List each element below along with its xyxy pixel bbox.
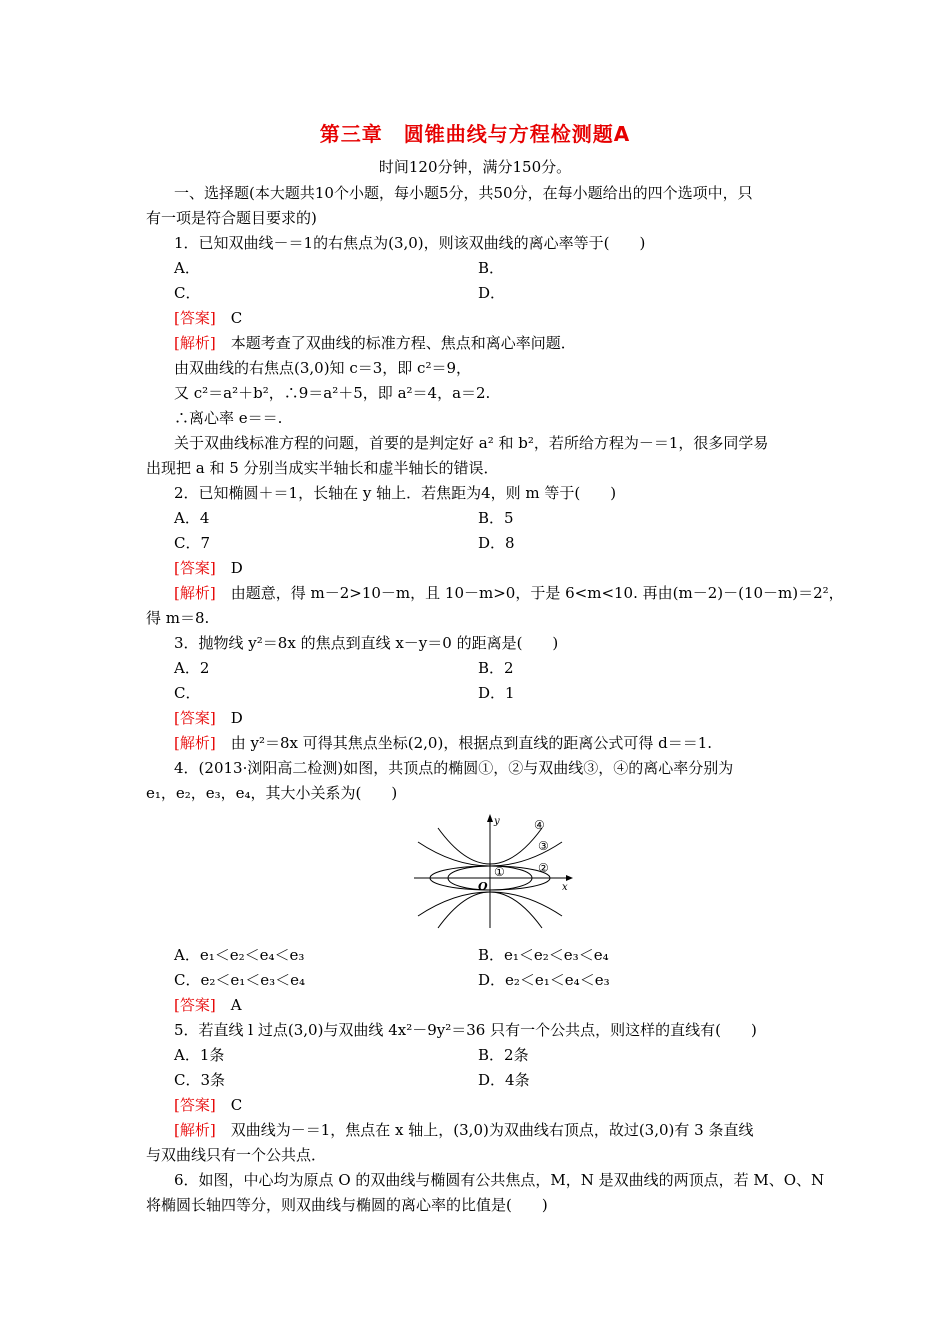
q3-option-a: A．2 xyxy=(174,659,210,677)
q1-analysis-1: 本题考查了双曲线的标准方程、焦点和离心率问题． xyxy=(230,334,576,352)
q3-analysis-1: 由 y²＝8x 可得其焦点坐标(2,0)，根据点到直线的距离公式可得 d＝＝1. xyxy=(230,734,713,752)
answer-tag: [答案] xyxy=(174,996,216,1014)
conic-figure xyxy=(410,812,580,932)
x-axis-arrow xyxy=(566,875,573,881)
q5-analysis-2: 与双曲线只有一个公共点． xyxy=(146,1146,327,1164)
y-axis-label: y xyxy=(494,816,500,827)
page-title: 第三章 圆锥曲线与方程检测题A xyxy=(319,122,631,146)
answer-tag: [答案] xyxy=(174,559,216,577)
q5-analysis-row xyxy=(174,1120,753,1140)
q2-option-d: D．8 xyxy=(478,534,515,552)
q1-answer: C xyxy=(230,309,243,327)
q5-answer-row xyxy=(174,1095,242,1115)
q1-option-b: B． xyxy=(478,259,505,277)
q1-option-a: A． xyxy=(174,259,200,277)
q2-option-b: B．5 xyxy=(478,509,514,527)
page-subtitle: 时间120分钟，满分150分。 xyxy=(378,158,572,176)
q1-answer-row xyxy=(174,308,242,328)
q3-option-d: D．1 xyxy=(478,684,515,702)
curve-label-4: ④ xyxy=(534,818,545,832)
q4-answer: A xyxy=(230,996,242,1014)
q2-option-c: C．7 xyxy=(174,534,211,552)
analysis-tag: [解析] xyxy=(174,734,216,752)
q5-option-d: D．4条 xyxy=(478,1071,530,1089)
analysis-tag: [解析] xyxy=(174,1121,216,1139)
x-axis-label: x xyxy=(562,882,568,893)
q5-analysis-1: 双曲线为－＝1，焦点在 x 轴上，(3,0)为双曲线右顶点，故过(3,0)有 3 条直线 xyxy=(230,1121,754,1139)
q3-answer: D xyxy=(230,709,243,727)
q5-answer: C xyxy=(230,1096,243,1114)
q5-stem: 5．若直线 l 过点(3,0)与双曲线 4x²－9y²＝36 只有一个公共点，则这样的直线有( ) xyxy=(174,1021,757,1039)
q4-stem-2: e₁，e₂，e₃，e₄，其大小关系为( ) xyxy=(146,784,398,802)
q4-option-d: D．e₂＜e₁＜e₄＜e₃ xyxy=(478,971,610,989)
q6-stem-2: 将椭圆长轴四等分，则双曲线与椭圆的离心率的比值是( ) xyxy=(146,1196,548,1214)
q2-stem: 2．已知椭圆＋＝1，长轴在 y 轴上．若焦距为4，则 m 等于( ) xyxy=(174,484,617,502)
q1-note-1: 关于双曲线标准方程的问题，首要的是判定好 a² 和 b²，若所给方程为－＝1，很多同学易 xyxy=(174,434,769,452)
q4-answer-row xyxy=(174,995,242,1015)
q4-option-a: A．e₁＜e₂＜e₄＜e₃ xyxy=(174,946,305,964)
q3-option-b: B．2 xyxy=(478,659,514,677)
q1-option-d: D． xyxy=(478,284,506,302)
section-heading-line1: 一、选择题(本大题共10个小题，每小题5分，共50分，在每小题给出的四个选项中，只 xyxy=(174,184,753,202)
curve-label-2: ② xyxy=(538,861,549,875)
q3-answer-row xyxy=(174,708,243,728)
q1-analysis-2: 由双曲线的右焦点(3,0)知 c＝3，即 c²＝9， xyxy=(174,359,471,377)
q2-answer: D xyxy=(230,559,243,577)
q2-analysis-2: 得 m＝8. xyxy=(146,609,210,627)
q3-stem: 3．抛物线 y²＝8x 的焦点到直线 x－y＝0 的距离是( ) xyxy=(174,634,559,652)
q1-analysis-row xyxy=(174,333,576,353)
q1-note-2: 出现把 a 和 5 分别当成实半轴长和虚半轴长的错误． xyxy=(146,459,499,477)
q2-analysis-1: 由题意，得 m－2>10－m，且 10－m>0，于是 6<m<10. 再由(m－2)－(10－m)＝2²， xyxy=(230,584,844,602)
q1-stem: 1．已知双曲线－＝1的右焦点为(3,0)，则该双曲线的离心率等于( ) xyxy=(174,234,646,252)
curve-label-1: ① xyxy=(494,865,505,879)
q4-stem-1: 4．(2013·浏阳高二检测)如图，共顶点的椭圆①，②与双曲线③，④的离心率分别为 xyxy=(174,759,734,777)
q3-analysis-row xyxy=(174,733,712,753)
q3-option-c: C． xyxy=(174,684,201,702)
q6-stem-1: 6．如图，中心均为原点 O 的双曲线与椭圆有公共焦点，M，N 是双曲线的两顶点，若 M、O、N xyxy=(174,1171,825,1189)
answer-tag: [答案] xyxy=(174,709,216,727)
q4-option-b: B．e₁＜e₂＜e₃＜e₄ xyxy=(478,946,609,964)
q5-option-a: A．1条 xyxy=(174,1046,225,1064)
q2-answer-row xyxy=(174,558,243,578)
q4-option-c: C．e₂＜e₁＜e₃＜e₄ xyxy=(174,971,306,989)
analysis-tag: [解析] xyxy=(174,584,216,602)
q1-option-c: C． xyxy=(174,284,201,302)
q2-option-a: A．4 xyxy=(174,509,210,527)
origin-label: O xyxy=(478,880,488,893)
y-axis-arrow xyxy=(487,814,493,822)
q1-analysis-4: ∴离心率 e＝＝. xyxy=(174,409,283,427)
answer-tag: [答案] xyxy=(174,309,216,327)
section-heading-line2: 有一项是符合题目要求的) xyxy=(146,209,317,227)
curve-label-3: ③ xyxy=(538,839,549,853)
analysis-tag: [解析] xyxy=(174,334,216,352)
q2-analysis-row xyxy=(174,583,844,603)
q5-option-c: C．3条 xyxy=(174,1071,226,1089)
q1-analysis-3: 又 c²＝a²＋b²，∴9＝a²＋5，即 a²＝4，a＝2. xyxy=(174,384,491,402)
answer-tag: [答案] xyxy=(174,1096,216,1114)
q5-option-b: B．2条 xyxy=(478,1046,529,1064)
